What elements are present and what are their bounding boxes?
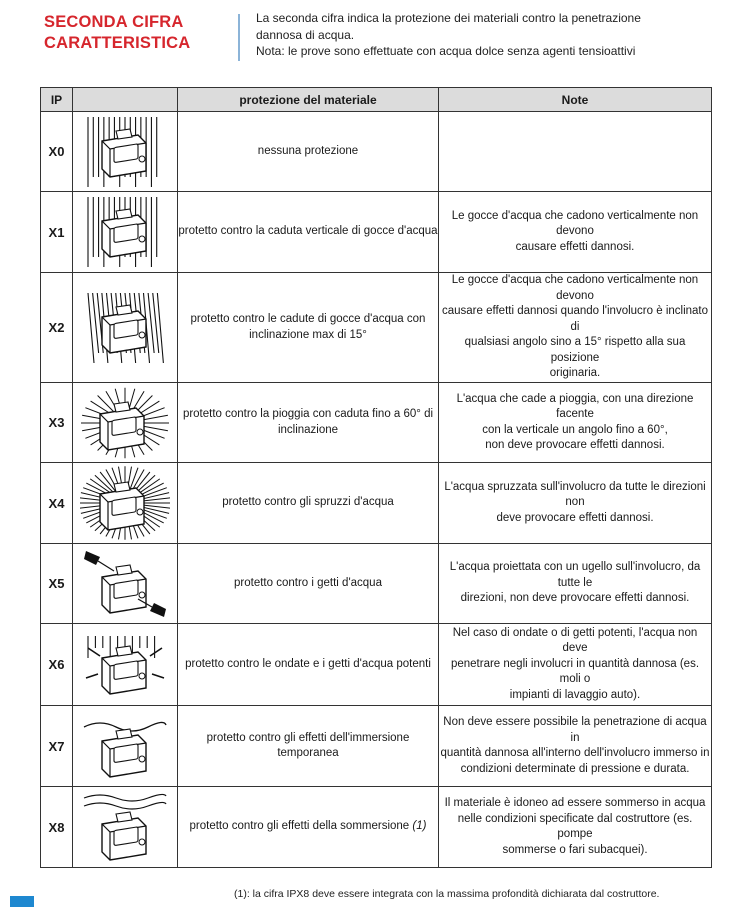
- note-line: Le gocce d'acqua che cadono verticalmente non devono: [451, 209, 699, 238]
- note-line: sommerse o fari subacquei).: [502, 843, 648, 856]
- protection-line: protetto contro gli spruzzi d'acqua: [222, 496, 394, 509]
- protection-line: inclinazione: [277, 423, 339, 436]
- note-line: originaria.: [549, 367, 601, 380]
- enclosure-jets-icon: [80, 547, 170, 621]
- protection-description: [178, 787, 439, 868]
- enclosure-tilted-drops-icon: [80, 291, 170, 365]
- protection-description: [178, 706, 439, 787]
- note-line: Il materiale è idoneo ad essere sommerso in acqua: [444, 797, 706, 809]
- note-cell: [439, 706, 712, 787]
- protection-line: protetto contro le ondate e i getti d'acqua potenti: [185, 657, 431, 670]
- table-row: [41, 383, 712, 463]
- note-line: penetrare negli involucri in quantità dannosa (es. moli o: [450, 657, 700, 686]
- note-line: causare effetti dannosi.: [515, 240, 635, 253]
- protection-description: [178, 273, 439, 383]
- note-line: condizioni determinate di pressione e durata.: [460, 762, 690, 775]
- enclosure-no-protection-icon: [80, 115, 170, 189]
- protection-description: [178, 544, 439, 624]
- illustration-cell: [73, 383, 178, 463]
- column-header-note: Note: [439, 88, 712, 112]
- note-line: quantità dannosa all'interno dell'involucro immerso in: [440, 747, 710, 759]
- ip-code: X4: [41, 463, 73, 544]
- enclosure-submersion-icon: [80, 790, 170, 864]
- illustration-cell: [73, 273, 178, 383]
- note-line: Nel caso di ondate o di getti potenti, l'acqua non deve: [452, 626, 698, 655]
- note-line: deve provocare effetti dannosi.: [496, 511, 654, 524]
- enclosure-splash-icon: [80, 466, 170, 540]
- note-line: direzioni, non deve provocare effetti dannosi.: [460, 592, 690, 605]
- protection-description: [178, 463, 439, 544]
- description-note: Nota: le prove sono effettuate con acqua dolce senza agenti tensioattivi: [256, 44, 636, 58]
- page-corner-marker: [10, 896, 34, 907]
- section-title-line1: SECONDA CIFRA: [44, 13, 184, 31]
- note-cell: [439, 463, 712, 544]
- table-row: [41, 706, 712, 787]
- protection-description: [178, 624, 439, 706]
- table-row: [41, 624, 712, 706]
- note-line: non deve provocare effetti dannosi.: [485, 439, 665, 451]
- note-cell: [439, 624, 712, 706]
- ip-code: X1: [41, 192, 73, 273]
- note-line: causare effetti dannosi quando l'involucro è inclinato di: [441, 305, 709, 333]
- illustration-cell: [73, 706, 178, 787]
- footnote-reference: (1): [412, 820, 427, 833]
- protection-line: protetto contro i getti d'acqua: [234, 576, 382, 589]
- ip-code: X8: [41, 787, 73, 868]
- note-line: nelle condizioni specificate dal costruttore (es. pompe: [457, 812, 693, 840]
- ip-protection-table: [40, 87, 712, 868]
- note-line: L'acqua spruzzata sull'involucro da tutte le direzioni non: [444, 480, 706, 509]
- table-row: [41, 787, 712, 868]
- column-header-illustration: [73, 88, 178, 112]
- description-line1: La seconda cifra indica la protezione dei materiali contro la penetrazione: [256, 11, 641, 25]
- column-header-protezione: protezione del materiale: [178, 88, 439, 112]
- note-line: L'acqua proiettata con un ugello sull'involucro, da tutte le: [449, 561, 701, 589]
- enclosure-vertical-drops-icon: [80, 195, 170, 269]
- table-row: [41, 544, 712, 624]
- note-cell: [439, 273, 712, 383]
- note-line: impianti di lavaggio auto).: [509, 688, 641, 701]
- note-cell: [439, 787, 712, 868]
- description-line2: dannosa di acqua.: [256, 27, 355, 42]
- note-line: con la verticale un angolo fino a 60°,: [482, 423, 668, 436]
- protection-line: protetto contro gli effetti dell'immersione temporanea: [206, 731, 410, 759]
- protection-line: protetto contro la caduta verticale di gocce d'acqua: [178, 225, 438, 238]
- accent-divider: [238, 14, 240, 61]
- protection-line: protetto contro le cadute di gocce d'acqua con: [190, 313, 426, 325]
- ip-code: X0: [41, 112, 73, 192]
- table-row: [41, 192, 712, 273]
- enclosure-powerful-jets-icon: [80, 628, 170, 702]
- column-header-ip: IP: [41, 88, 73, 112]
- ip-code: X7: [41, 706, 73, 787]
- table-header-row: [41, 88, 712, 112]
- illustration-cell: [73, 112, 178, 192]
- ip-code: X3: [41, 383, 73, 463]
- note-cell: [439, 383, 712, 463]
- ip-code: X5: [41, 544, 73, 624]
- protection-line-text: protetto contro gli effetti della sommersione: [189, 820, 410, 833]
- enclosure-temporary-immersion-icon: [80, 709, 170, 783]
- note-line: Le gocce d'acqua che cadono verticalmente non devono: [451, 274, 699, 302]
- protection-line: protetto contro la pioggia con caduta fino a 60° di: [182, 408, 434, 420]
- table-row: [41, 273, 712, 383]
- note-cell: [439, 112, 712, 192]
- protection-line: inclinazione max di 15°: [249, 328, 367, 341]
- illustration-cell: [73, 787, 178, 868]
- ip-code: X6: [41, 624, 73, 706]
- section-title-line2: CARATTERISTICA: [44, 34, 191, 52]
- protection-description: [178, 112, 439, 192]
- section-title: [44, 12, 234, 54]
- note-cell: [439, 544, 712, 624]
- table-row: [41, 463, 712, 544]
- note-cell: [439, 192, 712, 273]
- ip-code: X2: [41, 273, 73, 383]
- enclosure-rain-icon: [80, 386, 170, 460]
- illustration-cell: [73, 192, 178, 273]
- protection-line: nessuna protezione: [257, 144, 359, 157]
- footnote: (1): la cifra IPX8 deve essere integrata con la massima profondità dichiarata dal costruttore.: [234, 888, 660, 900]
- illustration-cell: [73, 544, 178, 624]
- protection-description: [178, 383, 439, 463]
- section-description: [256, 10, 726, 60]
- note-line: qualsiasi angolo sino a 15° rispetto alla sua posizione: [464, 336, 686, 364]
- protection-line: [178, 819, 438, 835]
- note-line: Non deve essere possibile la penetrazione di acqua in: [443, 716, 707, 744]
- table-row: [41, 112, 712, 192]
- note-line: L'acqua che cade a pioggia, con una direzione facente: [456, 392, 694, 420]
- protection-description: [178, 192, 439, 273]
- illustration-cell: [73, 463, 178, 544]
- illustration-cell: [73, 624, 178, 706]
